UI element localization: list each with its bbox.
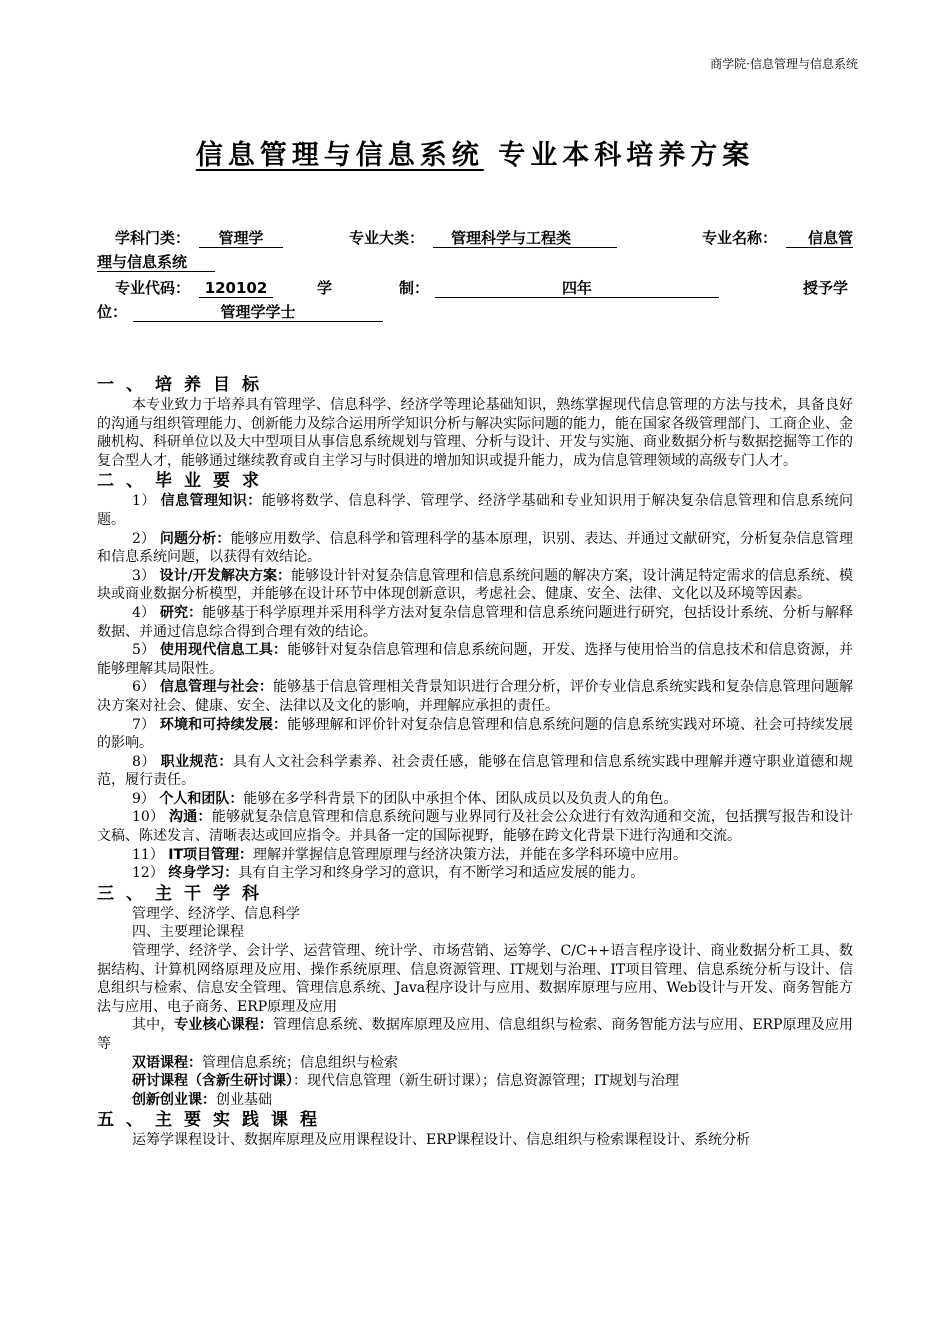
requirement-item: 10） 沟通：能够就复杂信息管理和信息系统问题与业界同行及社会公众进行有效沟通和交流，包括撰写报告和设计文稿、陈述发言、清晰表达或回应指令。并具备一定的国际视野，能够在跨文化背景下进行沟通和交流。: [97, 809, 854, 845]
code-value: 120102: [199, 279, 273, 298]
degree-label-2: 位：: [97, 303, 128, 321]
degree-value: 管理学学士: [133, 303, 383, 322]
section-1-title: 一、培养目标: [97, 375, 271, 395]
degree-label-1: 授予学: [803, 279, 849, 297]
requirement-item: 11） IT项目管理：理解并掌握信息管理原理与经济决策方法，并能在多学科环境中应用。: [132, 846, 688, 863]
section-5-title: 五、主要实践课程: [97, 1110, 329, 1131]
requirement-item: 5） 使用现代信息工具：能够针对复杂信息管理和信息系统问题，开发、选择与使用恰当的信息技术和信息资源，并能够理解其局限性。: [97, 642, 854, 677]
requirement-item: 3） 设计/开发解决方案：能够设计针对复杂信息管理和信息系统问题的解决方案，设计满足特定需求的信息系统、模块或商业数据分析模型，并能够在设计环节中体现创新意识，考虑社会、健康、安全、法律、文化以及环境等因素。: [97, 567, 853, 603]
section-4-title: 四、主要理论课程: [132, 924, 244, 941]
requirement-item: 6） 信息管理与社会：能够基于信息管理相关背景知识进行合理分析，评价专业信息系统实践和复杂信息管理问题解决方案对社会、健康、安全、法律以及文化的影响，并理解应承担的责任。: [97, 679, 854, 714]
code-label: 专业代码：: [115, 279, 191, 297]
duration-value: 四年: [435, 279, 719, 298]
requirement-item: 7） 环境和可持续发展：能够理解和评价针对复杂信息管理和信息系统问题的信息系统实践对环境、社会可持续发展的影响。: [97, 716, 854, 752]
page-header: 商学院·信息管理与信息系统: [710, 57, 858, 71]
section-3-text: 管理学、经济学、信息科学: [132, 905, 300, 922]
requirement-item: 2） 问题分析：能够应用数学、信息科学和管理科学的基本原理，识别、表达、并通过文献研究，分析复杂信息管理和信息系统问题，以获得有效结论。: [97, 530, 854, 566]
requirement-item: 12） 终身学习：具有自主学习和终身学习的意识，有不断学习和适应发展的能力。: [132, 865, 645, 882]
section-3-title: 三、主干学科: [97, 883, 271, 904]
name-value-1: 信息管: [786, 229, 853, 248]
innovation-courses: 创新创业课：创业基础: [132, 1091, 272, 1108]
section-4-text: 管理学、经济学、会计学、运营管理、统计学、市场营销、运筹学、C/C++语言程序设计、商业数据分析工具、数据结构、计算机网络原理及应用、操作系统原理、信息资源管理、IT规划与治理、IT项目管理、信息系统分析与设计、信息组织与检索、信息安全管理、管理信息系统、Java程序设计与应用、数据库原理与应用、Web设计与开发、商务智能方法与应用、电子商务、ERP原理及应用: [97, 943, 853, 1015]
document-body: [97, 374, 853, 1150]
requirement-item: 1） 信息管理知识：能够将数学、信息科学、管理学、经济学基础和专业知识用于解决复杂信息管理和信息系统问题。: [97, 493, 854, 528]
requirement-item: 8） 职业规范：具有人文社会科学素养、社会责任感，能够在信息管理和信息系统实践中理解并遵守职业道德和规范，履行责任。: [97, 753, 854, 789]
class-value: 管理科学与工程类: [433, 229, 617, 248]
name-value-2: 理与信息系统: [97, 253, 215, 272]
requirements-list: [97, 492, 853, 882]
requirement-item: 9） 个人和团队：能够在多学科背景下的团队中承担个体、团队成员以及负责人的角色。: [132, 790, 678, 807]
name-label: 专业名称：: [702, 229, 778, 247]
meta-line-2: [97, 250, 853, 274]
category-label: 学科门类：: [115, 229, 191, 247]
title-suffix: 专业本科培养方案: [498, 140, 755, 171]
requirement-item: 4） 研究：能够基于科学原理并采用科学方法对复杂信息管理和信息系统问题进行研究，包括设计系统、分析与解释数据、并通过信息综合得到合理有效的结论。: [97, 604, 854, 640]
meta-line-4: [97, 300, 853, 324]
meta-line-1: [97, 226, 853, 250]
category-value: 管理学: [199, 229, 283, 248]
duration-label-2: 制：: [399, 279, 430, 297]
seminar-courses: 研讨课程（含新生研讨课）：现代信息管理（新生研讨课）；信息资源管理；IT规划与治理: [132, 1073, 679, 1090]
document-title: [0, 133, 950, 172]
title-major: 信息管理与信息系统: [195, 140, 484, 171]
section-2-title: 二、毕业要求: [97, 471, 271, 492]
core-courses: 其中，专业核心课程：管理信息系统、数据库原理及应用、信息组织与检索、商务智能方法与应用、ERP原理及应用等: [97, 1017, 853, 1052]
bilingual-courses: 双语课程：管理信息系统；信息组织与检索: [132, 1054, 398, 1071]
section-1-text: 本专业致力于培养具有管理学、信息科学、经济学等理论基础知识，熟练掌握现代信息管理的方法与技术，具备良好的沟通与组织管理能力、创新能力及综合运用所学知识分析与解决实际问题的能力，能在国家各级管理部门、工商企业、金融机构、科研单位以及大中型项目从事信息系统规划与管理、分析与设计、开发与实施、商业数据分析与数据挖掘等工作的复合型人才，能够通过继续教育或自主学习与时俱进的增加知识或提升能力，成为信息管理领域的高级专门人才。: [97, 397, 853, 469]
meta-line-3: [97, 276, 853, 300]
section-5-text: 运筹学课程设计、数据库原理及应用课程设计、ERP课程设计、信息组织与检索课程设计、系统分析: [132, 1132, 751, 1149]
class-label: 专业大类：: [349, 229, 425, 247]
program-meta: [97, 226, 853, 324]
duration-label-1: 学: [317, 279, 333, 297]
